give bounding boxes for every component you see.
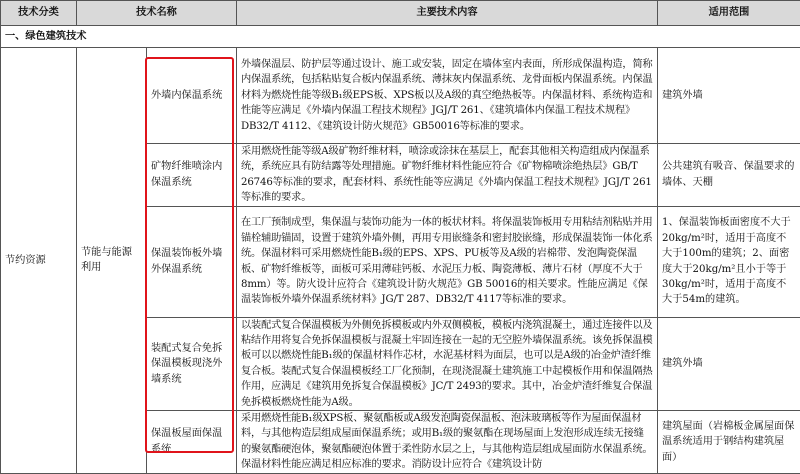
tech-content-cell: 在工厂预制成型，集保温与装饰功能为一体的板状材料。将保温装饰板用专用粘结剂粘贴并用锚栓辅助锚固，设置于建筑外墙外侧，再用专用嵌缝条和密封胶嵌缝，形成保温装饰一体化系统。保温材料可采用燃烧性能B₁级的EPS、XPS、PU板等及A级的岩棉带、发泡陶瓷保温板、矿物纤维板等，面板可采用薄硅钙板、水泥压力板、陶瓷薄板、薄片石材（厚度不大于8mm）等。防火设计应符合《建筑设计防火规范》GB 50016的相关要求。性能应满足《保温装饰板外墙外保温系统材料》JG/T 287、DB32/T 4117等标准的要求。 — [237, 206, 658, 317]
table-row — [1, 48, 800, 144]
tech-content-cell: 采用燃烧性能等级A级矿物纤维材料，喷涂或涂抹在基层上，配套其他相关构造组成内保温系统，系统应具有防结露等处理措施。矿物纤维材料性能应符合《矿物棉喷涂绝热层》GB/T 26746等标准的要求，配套材料、系统性能等应满足《外墙内保温工程技术规程》JGJ/T 261等标准的要求。 — [237, 144, 658, 207]
tech-name-cell: 装配式复合免拆保温模板现浇外墙系统 — [147, 317, 237, 410]
tech-content-cell: 外墙保温层、防护层等通过设计、施工或安装，固定在墙体室内表面，所形成保温构造，简称内保温系统，包括粘贴复合板内保温系统、薄抹灰内保温系统、龙骨面板内保温系统。内保温材料为燃烧性能等级B₁级EPS板、XPS板以及A级的真空绝热板等。内保温材料、系统构造和性能等应满足《外墙内保温工程技术规程》JGJ/T 261、《建筑墙体内保温工程技术规程》DB32/T 4112、《建筑设计防火规范》GB50016等标准的要求。 — [237, 48, 658, 144]
header-category: 技术分类 — [1, 1, 77, 26]
scope-cell: 公共建筑有吸音、保温要求的墙体、天棚 — [658, 144, 800, 207]
tech-name-cell: 保温装饰板外墙外保温系统 — [147, 206, 237, 317]
scope-cell: 建筑外墙 — [658, 48, 800, 144]
tech-name-cell: 保温板屋面保温系统 — [147, 411, 237, 474]
scope-cell: 建筑屋面（岩棉板金属屋面保温系统适用于钢结构建筑屋面） — [658, 411, 800, 474]
header-tech-name: 技术名称 — [77, 1, 237, 26]
tech-name-cell: 矿物纤维喷涂内保温系统 — [147, 144, 237, 207]
subcategory-cell: 节能与能源利用 — [77, 48, 147, 474]
category-cell: 节约资源 — [1, 48, 77, 474]
section-row — [1, 26, 800, 48]
scope-cell: 建筑外墙 — [658, 317, 800, 410]
header-main-content: 主要技术内容 — [237, 1, 658, 26]
table-header-row — [1, 1, 800, 26]
section-title: 一、绿色建筑技术 — [1, 26, 800, 48]
tech-content-cell: 采用燃烧性能B₁级XPS板、聚氨酯板或A级发泡陶瓷保温板、泡沫玻璃板等作为屋面保温材料，与其他构造层组成屋面保温系统；或用B₁级的聚氨酯在现场屋面上发泡形成连续无接缝的聚氨酯硬泡体，聚氨酯硬泡体置于柔性防水层之上，与其他构造层组成屋面防水保温系统。保温材料性能应满足相应标准的要求。消防设计应符合《建筑设计防 — [237, 411, 658, 474]
header-scope: 适用范围 — [658, 1, 800, 26]
tech-content-cell: 以装配式复合保温模板为外侧免拆模板或内外双侧模板，模板内浇筑混凝土，通过连接件以及粘结作用将复合免拆保温模板与混凝土牢固连接在一起的无空腔外墙保温系统。该免拆保温模板可以以燃烧性能B₁级的保温材料作芯材，水泥基材料为面层，也可以是A级的冶金炉渣纤维复合板。装配式复合保温模板经工厂化预制，在现浇混凝土建筑施工中起模板作用和保温隔热作用，应满足《建筑用免拆复合保温模板》JC/T 2493的要求。其中，冶金炉渣纤维复合保温免拆模板燃烧性能为A级。 — [237, 317, 658, 410]
tech-name-cell: 外墙内保温系统 — [147, 48, 237, 144]
scope-cell: 1、保温装饰板面密度不大于20kg/m²时，适用于高度不大于100m的建筑；2、面密度大于20kg/m²且小于等于30kg/m²时，适用于高度不大于54m的建筑。 — [658, 206, 800, 317]
